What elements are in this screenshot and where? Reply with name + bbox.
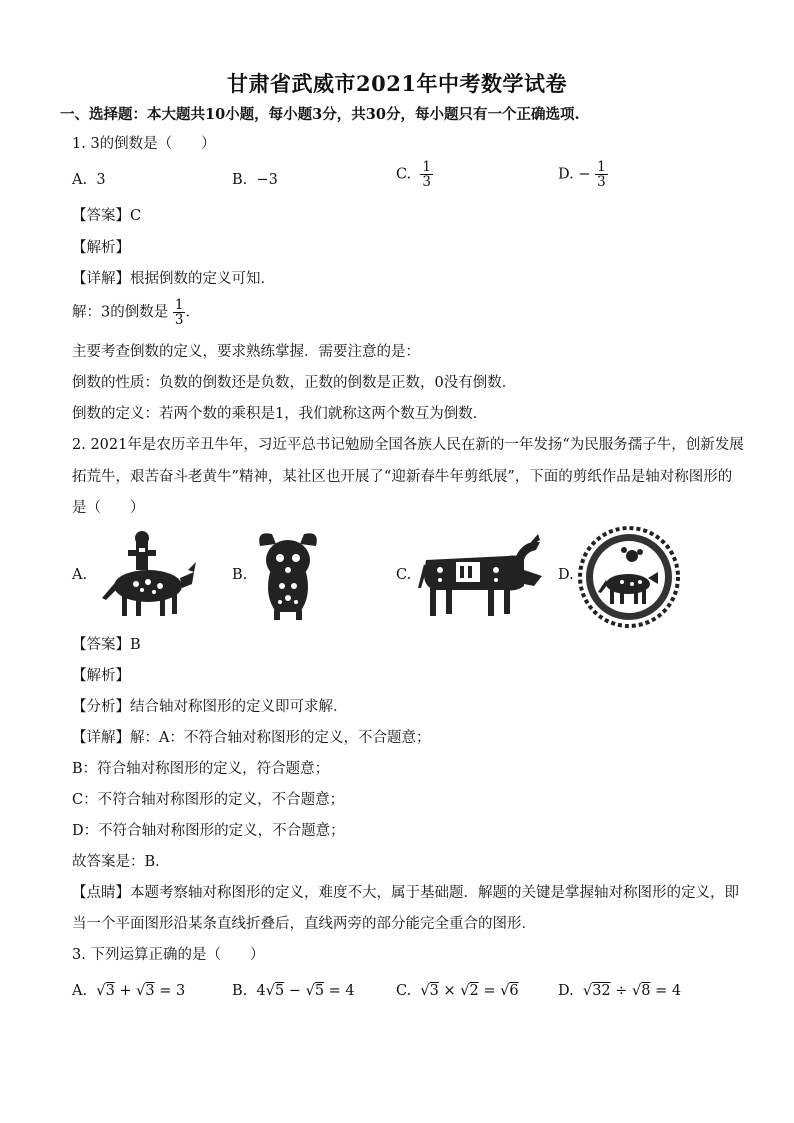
q1-note-3: 倒数的定义：若两个数的乘积是1，我们就称这两个数互为倒数． (72, 406, 488, 422)
q1-analysis: 【解析】 (72, 240, 130, 256)
q2-stem-line-3: 是（ ） (72, 500, 145, 516)
q2-answer: 【答案】B (72, 637, 141, 653)
q1-note-2: 倒数的性质：负数的倒数还是负数，正数的倒数是正数，0没有倒数． (72, 375, 517, 391)
q2-analysis-detail: 【分析】结合轴对称图形的定义即可求解． (72, 699, 348, 715)
q3-stem: 3. 下列运算正确的是（ ） (72, 947, 265, 963)
q1-note-1: 主要考查倒数的定义，要求熟练掌握．需要注意的是： (72, 344, 420, 360)
q2-option-d-label: D. (558, 567, 574, 583)
fraction: $\frac{1}{3}$ (422, 159, 431, 191)
q2-detail-a: 【详解】解：A：不符合轴对称图形的定义，不合题意； (72, 730, 431, 746)
section-heading: 一、选择题：本大题共10小题，每小题3分，共30分，每小题只有一个正确选项. (60, 106, 580, 123)
q2-conclusion: 故答案是：B． (72, 854, 170, 870)
q2-comment-line-1: 【点睛】本题考察轴对称图形的定义，难度不大，属于基础题．解题的关键是掌握轴对称图形的定义，即 (72, 885, 739, 901)
q3-option-c: C. √3 × √2 = √6 (396, 983, 519, 999)
q2-option-a-label: A. (72, 567, 88, 583)
ox-papercut-c-image (416, 530, 544, 622)
q2-stem-line-1: 2. 2021年是农历辛丑牛年，习近平总书记勉励全国各族人民在新的一年发扬“为民服务孺子牛，创新发展 (72, 437, 744, 453)
q1-solution: 解：3的倒数是 $\frac{1}{3}$ ． (72, 297, 200, 329)
q3-option-d: D. √32 ÷ √8 = 4 (558, 983, 682, 999)
q1-option-d: D. − $\frac{1}{3}$ (558, 159, 606, 191)
fraction: $\frac{1}{3}$ (597, 159, 606, 191)
q1-answer: 【答案】C (72, 208, 142, 224)
q2-detail-b: B：符合轴对称图形的定义，符合题意； (72, 761, 330, 777)
q2-option-b-label: B. (232, 567, 248, 583)
ox-papercut-a-image (92, 528, 200, 620)
q1-option-a: A. 3 (72, 172, 106, 188)
q1-option-c: C. $\frac{1}{3}$ (396, 159, 431, 191)
page-title: 甘肃省武威市2021年中考数学试卷 (227, 71, 567, 96)
q1-detail: 【详解】根据倒数的定义可知． (72, 271, 275, 287)
fraction: $\frac{1}{3}$ (174, 297, 184, 329)
ox-papercut-b-image (252, 526, 324, 622)
q2-analysis: 【解析】 (72, 668, 130, 684)
q2-detail-d: D：不符合轴对称图形的定义，不合题意； (72, 823, 345, 839)
q1-stem: 1. 3的倒数是（ ） (72, 136, 216, 152)
q1-option-b: B. −3 (232, 172, 278, 188)
ox-papercut-d-image (578, 526, 680, 628)
q2-stem-line-2: 拓荒牛，艰苦奋斗老黄牛”精神，某社区也开展了“迎新春牛年剪纸展”，下面的剪纸作品是轴对称图形的 (72, 469, 733, 485)
q3-option-a: A. √3 + √3 = 3 (72, 983, 186, 999)
q2-detail-c: C：不符合轴对称图形的定义，不合题意； (72, 792, 345, 808)
q2-comment-line-2: 当一个平面图形沿某条直线折叠后，直线两旁的部分能完全重合的图形． (72, 916, 536, 932)
q3-option-b: B. 4√5 − √5 = 4 (232, 983, 355, 999)
q2-option-c-label: C. (396, 567, 412, 583)
